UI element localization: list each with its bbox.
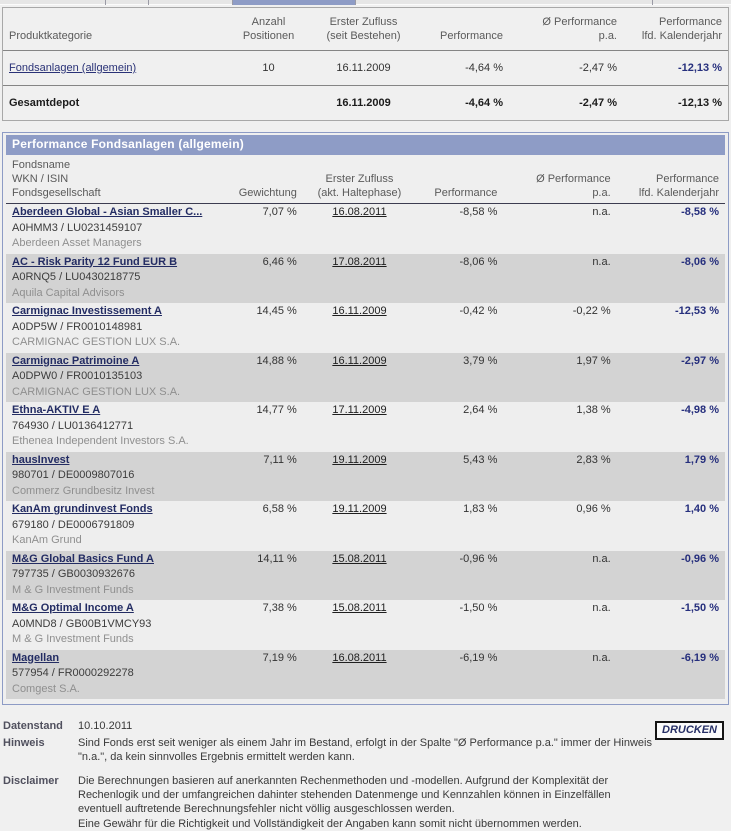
performance-pa-value: -2,47 % — [579, 97, 617, 109]
fund-row — [6, 303, 725, 353]
fund-row — [6, 204, 725, 254]
performance-year-value: -8,06 % — [681, 255, 719, 268]
performance-value: 2,64 % — [463, 404, 498, 416]
fund-name-link[interactable]: Carmignac Investissement A — [12, 305, 162, 317]
zufluss-value: 16.11.2009 — [336, 62, 391, 74]
performance-pa-value: 1,38 % — [576, 404, 611, 416]
performance-year-value: -1,50 % — [681, 602, 719, 614]
fund-name-link[interactable]: Carmignac Patrimoine A — [12, 354, 140, 367]
datenstand-value: 10.10.2011 — [78, 720, 133, 732]
gewichtung-value: 7,07 % — [262, 206, 297, 218]
fund-name-link[interactable]: AC - Risk Parity 12 Fund EUR B — [12, 255, 178, 268]
header-anzahl-positionen: Anzahl Positionen — [242, 16, 295, 42]
fund-row — [6, 501, 725, 551]
fund-company: KanAm Grund — [12, 534, 82, 546]
fund-name-link[interactable]: KanAm grundinvest Fonds — [12, 503, 153, 515]
tab-divider — [105, 0, 106, 5]
fund-name-link[interactable]: M&G Global Basics Fund A — [12, 552, 154, 565]
disclaimer-row — [3, 774, 729, 831]
fund-company: Comgest S.A. — [12, 682, 80, 695]
header-performance: Performance — [440, 30, 503, 42]
gewichtung-value: 14,45 % — [256, 305, 297, 317]
fund-row — [6, 452, 725, 502]
fund-row — [6, 600, 725, 650]
fund-company: Aberdeen Asset Managers — [12, 237, 142, 249]
header-gewichtung: Gewichtung — [238, 187, 297, 199]
active-tab-remnant — [232, 0, 355, 5]
hinweis-row — [3, 736, 729, 764]
performance-value: 3,79 % — [463, 354, 498, 367]
disclaimer-text — [78, 774, 656, 831]
header-performance-pa: Ø Performance p.a. — [536, 173, 611, 199]
anzahl-value — [231, 86, 306, 121]
performance-year-value: -2,97 % — [681, 354, 719, 367]
performance-pa-value: n.a. — [592, 651, 611, 664]
disclaimer-label: Disclaimer — [3, 775, 59, 787]
performance-value: -8,06 % — [459, 255, 498, 268]
header-produktkategorie: Produktkategorie — [9, 30, 93, 42]
hinweis-label: Hinweis — [3, 737, 45, 749]
zufluss-date-link[interactable]: 16.08.2011 — [332, 206, 387, 218]
footer — [3, 717, 729, 831]
summary-panel — [2, 7, 729, 121]
performance-year-value: -0,96 % — [681, 552, 719, 565]
gewichtung-value: 7,19 % — [262, 651, 297, 664]
performance-pa-value: 1,97 % — [576, 354, 611, 367]
header-fondsname-wkn-gesellschaft: Fondsname WKN / ISIN Fondsgesellschaft — [12, 159, 101, 199]
performance-pa-value: 2,83 % — [576, 453, 611, 466]
fund-table — [6, 155, 725, 699]
fund-wkn-isin: A0DPW0 / FR0010135103 — [12, 370, 143, 382]
performance-year-value: 1,40 % — [684, 503, 719, 515]
gewichtung-value: 7,11 % — [263, 453, 297, 466]
summary-row-fondsanlagen — [3, 51, 728, 86]
header-erster-zufluss: Erster Zufluss (seit Bestehen) — [326, 16, 401, 42]
performance-pa-value: n.a. — [592, 255, 611, 268]
header-performance-kalenderjahr: Performance lfd. Kalenderjahr — [641, 16, 722, 42]
performance-value: -4,64 % — [465, 62, 503, 74]
tab-strip-remnant — [0, 0, 731, 5]
tab-divider — [652, 0, 653, 5]
fund-name-link[interactable]: Ethna-AKTIV E A — [12, 404, 101, 416]
performance-year-value: -4,98 % — [681, 404, 719, 416]
performance-year-value: -6,19 % — [681, 651, 719, 664]
fund-name-link[interactable]: M&G Optimal Income A — [12, 602, 134, 614]
performance-year-value: -12,13 % — [677, 62, 722, 74]
performance-value: -6,19 % — [459, 651, 498, 664]
fund-row — [6, 254, 725, 304]
disclaimer-paragraph-1: Die Berechnungen basieren auf anerkannten Rechenmethoden und -modellen. Aufgrund der Komplexität der Rechenlogik und der umfangreichen dahinter stehenden Datenmenge und Kennzahlen können in Einzelfällen eventuell auftretende Berechnungsfehler nicht völlig ausgeschlossen werden. — [78, 775, 611, 815]
performance-value: 5,43 % — [463, 453, 498, 466]
zufluss-date-link[interactable]: 17.08.2011 — [332, 255, 387, 268]
tab-divider — [232, 0, 233, 5]
fund-name-link[interactable]: Magellan — [12, 651, 60, 664]
datenstand-row — [3, 719, 729, 733]
gewichtung-value: 14,11 % — [257, 552, 297, 565]
zufluss-date-link[interactable]: 16.11.2009 — [332, 354, 387, 367]
fondsanlagen-link[interactable]: Fondsanlagen (allgemein) — [9, 62, 137, 74]
gewichtung-value: 6,58 % — [262, 503, 297, 515]
header-erster-zufluss: Erster Zufluss (akt. Haltephase) — [317, 173, 402, 199]
performance-value: -1,50 % — [459, 602, 498, 614]
fund-wkn-isin: A0DP5W / FR0010148981 — [12, 320, 143, 333]
fund-wkn-isin: 797735 / GB0030932676 — [12, 568, 135, 580]
gewichtung-value: 14,88 % — [256, 354, 297, 367]
performance-year-value: -12,53 % — [674, 305, 719, 317]
gewichtung-value: 6,46 % — [262, 255, 297, 268]
performance-year-value: -8,58 % — [681, 206, 719, 218]
drucken-button[interactable]: DRUCKEN — [655, 721, 724, 740]
fund-company: M & G Investment Funds — [12, 583, 134, 596]
performance-pa-value: n.a. — [592, 552, 611, 565]
summary-row-gesamtdepot — [3, 86, 728, 121]
hinweis-text: Sind Fonds erst seit weniger als einem Jahr im Bestand, erfolgt in der Spalte "Ø Performance p.a." immer der Hinweis "n.a.", da kein sinnvolles Ergebnis ermittelt werden kann. — [78, 737, 652, 763]
fund-wkn-isin: A0MND8 / GB00B1VMCY93 — [12, 617, 152, 630]
performance-value: -4,64 % — [465, 97, 503, 109]
performance-pa-value: -0,22 % — [572, 305, 611, 317]
performance-value: -0,42 % — [459, 305, 498, 317]
fund-company: Aquila Capital Advisors — [12, 286, 125, 299]
fund-wkn-isin: A0RNQ5 / LU0430218775 — [12, 271, 141, 283]
zufluss-date-link[interactable]: 19.11.2009 — [332, 453, 387, 466]
performance-value: -0,96 % — [459, 552, 498, 565]
zufluss-date-link[interactable]: 15.08.2011 — [332, 552, 387, 565]
fund-header-row — [6, 155, 725, 204]
fund-name-link[interactable]: Aberdeen Global - Asian Smaller C... — [12, 206, 203, 218]
fund-company: Ethenea Independent Investors S.A. — [12, 435, 189, 447]
fund-wkn-isin: 679180 / DE0006791809 — [12, 518, 135, 531]
zufluss-date-link[interactable]: 17.11.2009 — [332, 404, 387, 416]
datenstand-label: Datenstand — [3, 720, 63, 732]
zufluss-date-link[interactable]: 15.08.2011 — [332, 602, 387, 614]
fund-company: Commerz Grundbesitz Invest — [12, 484, 155, 497]
performance-value: 1,83 % — [463, 503, 498, 515]
disclaimer-paragraph-2: Eine Gewähr für die Richtigkeit und Vollständigkeit der Angaben kann somit nicht übernommen werden. — [78, 818, 582, 830]
fund-company: CARMIGNAC GESTION LUX S.A. — [12, 385, 181, 398]
fund-row — [6, 551, 725, 601]
fund-row — [6, 402, 725, 452]
performance-panel — [2, 132, 729, 705]
section-title: Performance Fondsanlagen (allgemein) — [6, 135, 725, 155]
zufluss-date-link[interactable]: 16.08.2011 — [332, 651, 387, 664]
fund-name-link[interactable]: hausInvest — [12, 453, 70, 466]
anzahl-value: 10 — [262, 62, 275, 74]
fund-company: CARMIGNAC GESTION LUX S.A. — [12, 336, 181, 348]
performance-pa-value: n.a. — [592, 206, 611, 218]
performance-pa-value: n.a. — [592, 602, 611, 614]
header-performance-pa: Ø Performance p.a. — [542, 16, 617, 42]
zufluss-value: 16.11.2009 — [336, 97, 391, 109]
fund-company: M & G Investment Funds — [12, 633, 134, 645]
performance-year-value: 1,79 % — [684, 453, 719, 466]
fund-wkn-isin: 980701 / DE0009807016 — [12, 469, 135, 481]
header-performance: Performance — [434, 187, 498, 199]
tab-divider — [148, 0, 149, 5]
performance-value: -8,58 % — [459, 206, 498, 218]
gesamtdepot-label: Gesamtdepot — [9, 97, 80, 109]
zufluss-date-link[interactable]: 16.11.2009 — [332, 305, 387, 317]
fund-wkn-isin: 764930 / LU0136412771 — [12, 419, 134, 432]
gewichtung-value: 7,38 % — [262, 602, 297, 614]
zufluss-date-link[interactable]: 19.11.2009 — [332, 503, 387, 515]
fund-wkn-isin: A0HMM3 / LU0231459107 — [12, 221, 143, 234]
gewichtung-value: 14,77 % — [256, 404, 297, 416]
tab-divider — [355, 0, 356, 5]
summary-header-row — [3, 8, 728, 51]
header-performance-kalenderjahr: Performance lfd. Kalenderjahr — [638, 173, 719, 199]
performance-year-value: -12,13 % — [677, 97, 722, 109]
summary-table — [3, 8, 728, 120]
performance-pa-value: 0,96 % — [576, 503, 611, 515]
fund-row — [6, 353, 725, 403]
performance-pa-value: -2,47 % — [579, 62, 617, 74]
fund-wkn-isin: 577954 / FR0000292278 — [12, 667, 134, 679]
fund-row — [6, 650, 725, 700]
